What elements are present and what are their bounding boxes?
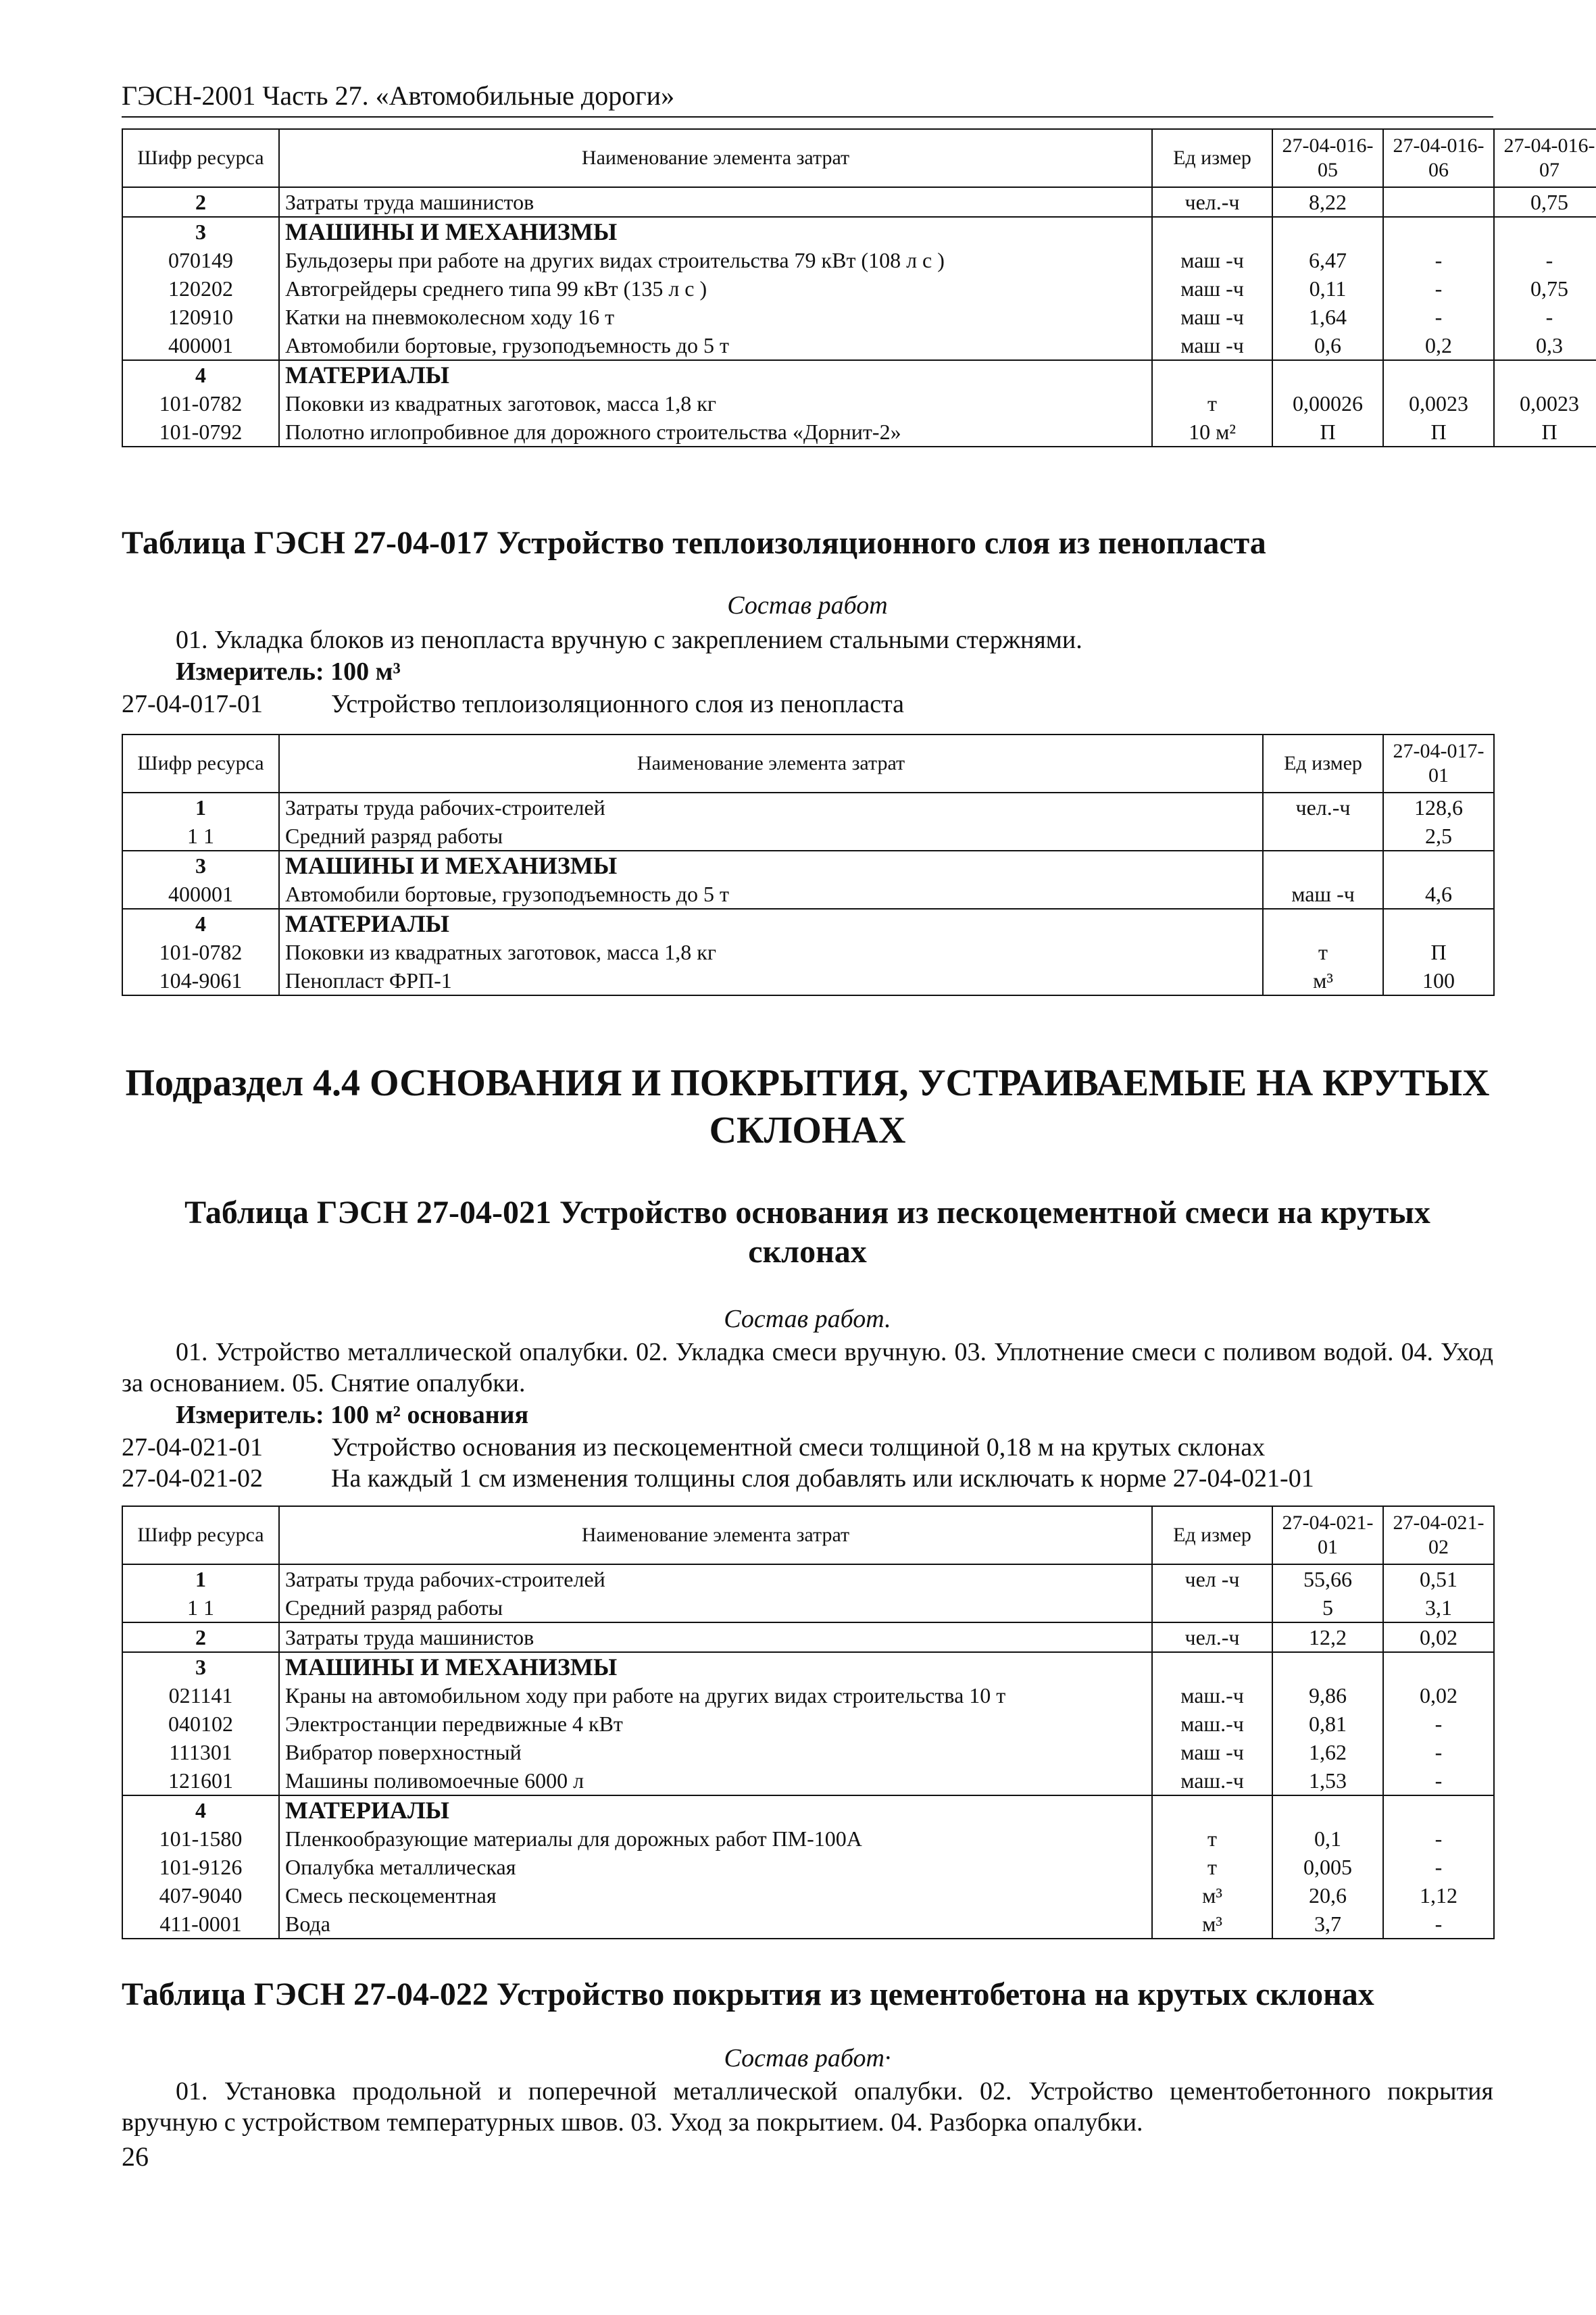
table-row (122, 303, 1596, 331)
norm-value: 0,005 (1272, 1853, 1383, 1881)
col-header-norm: 27-04-017-01 (1383, 735, 1494, 793)
norm-value: 12,2 (1272, 1622, 1383, 1652)
resource-code: 4 (122, 360, 279, 389)
resource-name: Смесь пескоцементная (279, 1881, 1152, 1910)
resource-code: 101-0782 (122, 938, 279, 966)
resource-code: 1 1 (122, 1593, 279, 1622)
resource-code: 3 (122, 217, 279, 246)
table-row (122, 1824, 1494, 1853)
table-row (122, 418, 1596, 447)
resource-code: 101-9126 (122, 1853, 279, 1881)
norm-value: 0,1 (1272, 1824, 1383, 1853)
resource-unit: м³ (1152, 1910, 1272, 1939)
norm-value: 100 (1383, 966, 1494, 995)
resource-code: 101-1580 (122, 1824, 279, 1853)
table-row (122, 246, 1596, 274)
measure-017: Измеритель: 100 м³ (176, 657, 401, 686)
resource-unit: т (1152, 1853, 1272, 1881)
norm-value: - (1383, 1824, 1494, 1853)
table-title-021: Таблица ГЭСН 27-04-021 Устройство основания из пескоцементной смеси на крутых склонах (184, 1195, 1430, 1270)
norm-value: 1,12 (1383, 1881, 1494, 1910)
norm-value: 1,62 (1272, 1738, 1383, 1766)
norm-value: - (1383, 1910, 1494, 1939)
resource-name: Вибратор поверхностный (279, 1738, 1152, 1766)
resource-table-017 (122, 734, 1495, 996)
subsection-title: Подраздел 4.4 ОСНОВАНИЯ И ПОКРЫТИЯ, УСТРАИВАЕМЫЕ НА КРУТЫХ СКЛОНАХ (125, 1062, 1490, 1151)
col-header-norm: 27-04-016-06 (1383, 129, 1494, 187)
resource-name: Затраты труда машинистов (279, 1622, 1152, 1652)
table-body (122, 187, 1596, 447)
resource-unit: чел.-ч (1263, 793, 1383, 822)
norm-value: 0,81 (1272, 1710, 1383, 1738)
norm-value: - (1383, 1738, 1494, 1766)
norm-value: П (1272, 418, 1383, 447)
norm-value: 3,7 (1272, 1910, 1383, 1939)
resource-code: 4 (122, 909, 279, 938)
table-body (122, 793, 1494, 995)
norm-value: 3,1 (1383, 1593, 1494, 1622)
norm-value: 20,6 (1272, 1881, 1383, 1910)
resource-code: 101-0792 (122, 418, 279, 447)
resource-name: Машины поливомоечные 6000 л (279, 1766, 1152, 1795)
resource-name: Поковки из квадратных заготовок, масса 1,8 кг (279, 389, 1152, 418)
col-header-norm: 27-04-021-01 (1272, 1506, 1383, 1564)
measure-021: Измеритель: 100 м² основания (176, 1401, 529, 1429)
norm-value (1494, 360, 1596, 389)
resource-unit: чел -ч (1152, 1564, 1272, 1593)
composition-title-017: Состав работ (727, 591, 888, 620)
col-header-code: Шифр ресурса (122, 129, 279, 187)
norm-line (122, 1464, 1314, 1493)
resource-name: МАШИНЫ И МЕХАНИЗМЫ (279, 1652, 1152, 1681)
col-header-code: Шифр ресурса (122, 1506, 279, 1564)
norm-value: 4,6 (1383, 880, 1494, 909)
norm-value (1383, 1795, 1494, 1824)
norm-value: 0,0023 (1494, 389, 1596, 418)
norm-value: - (1383, 1766, 1494, 1795)
resource-code: 2 (122, 187, 279, 217)
col-header-name: Наименование элемента затрат (279, 129, 1152, 187)
norm-value: 0,6 (1272, 331, 1383, 360)
resource-unit: 10 м² (1152, 418, 1272, 447)
norm-value (1272, 1652, 1383, 1681)
norm-value: 0,00026 (1272, 389, 1383, 418)
page-number: 26 (122, 2141, 149, 2172)
norm-value: 1,64 (1272, 303, 1383, 331)
norm-value: - (1383, 1853, 1494, 1881)
norm-value: 1,53 (1272, 1766, 1383, 1795)
resource-code: 3 (122, 851, 279, 880)
norm-value: 5 (1272, 1593, 1383, 1622)
resource-name: МАШИНЫ И МЕХАНИЗМЫ (279, 851, 1263, 880)
norm-line (122, 1433, 1265, 1462)
resource-name: Пленкообразующие материалы для дорожных работ ПМ-100А (279, 1824, 1152, 1853)
resource-unit (1263, 851, 1383, 880)
norm-value: 0,51 (1383, 1564, 1494, 1593)
resource-code: 120202 (122, 274, 279, 303)
resource-name: Затраты труда рабочих-строителей (279, 793, 1263, 822)
resource-code: 400001 (122, 880, 279, 909)
resource-code: 411-0001 (122, 1910, 279, 1939)
norm-value: 0,11 (1272, 274, 1383, 303)
norm-value: 0,0023 (1383, 389, 1494, 418)
norm-value (1494, 217, 1596, 246)
table-row (122, 389, 1596, 418)
resource-code: 1 1 (122, 822, 279, 851)
resource-name: Автомобили бортовые, грузоподъемность до 5 т (279, 331, 1152, 360)
norm-value: 6,47 (1272, 246, 1383, 274)
table-row (122, 1738, 1494, 1766)
table-row (122, 938, 1494, 966)
resource-code: 1 (122, 1564, 279, 1593)
norm-text: На каждый 1 см изменения толщины слоя добавлять или исключать к норме 27-04-021-01 (331, 1464, 1314, 1493)
resource-name: Опалубка металлическая (279, 1853, 1152, 1881)
resource-name: Затраты труда машинистов (279, 187, 1152, 217)
col-header-name: Наименование элемента затрат (279, 1506, 1152, 1564)
table-row (122, 331, 1596, 360)
table-title-022: Таблица ГЭСН 27-04-022 Устройство покрытия из цементобетона на крутых склонах (122, 1976, 1374, 2012)
resource-unit: маш.-ч (1152, 1681, 1272, 1710)
table-row (122, 1710, 1494, 1738)
resource-name: МАТЕРИАЛЫ (279, 1795, 1152, 1824)
col-header-norm: 27-04-016-05 (1272, 129, 1383, 187)
col-header-code: Шифр ресурса (122, 735, 279, 793)
resource-unit: маш -ч (1152, 303, 1272, 331)
norm-code: 27-04-017-01 (122, 690, 263, 718)
resource-code: 070149 (122, 246, 279, 274)
norm-value: 0,75 (1494, 274, 1596, 303)
norm-value: П (1383, 418, 1494, 447)
table-row (122, 1881, 1494, 1910)
norm-value: 0,2 (1383, 331, 1494, 360)
resource-unit: чел.-ч (1152, 1622, 1272, 1652)
col-header-unit: Ед измер (1263, 735, 1383, 793)
norm-value: 128,6 (1383, 793, 1494, 822)
resource-unit (1152, 1593, 1272, 1622)
table-row (122, 1622, 1494, 1652)
resource-table-021 (122, 1505, 1495, 1939)
norm-value: - (1383, 303, 1494, 331)
resource-code: 104-9061 (122, 966, 279, 995)
table-body (122, 1564, 1494, 1939)
table-row (122, 1681, 1494, 1710)
norm-value (1383, 360, 1494, 389)
resource-code: 3 (122, 1652, 279, 1681)
table-row (122, 1564, 1494, 1593)
norm-text: Устройство теплоизоляционного слоя из пенопласта (331, 690, 905, 718)
table-header-row (122, 735, 1494, 793)
resource-name: Электростанции передвижные 4 кВт (279, 1710, 1152, 1738)
resource-unit (1152, 360, 1272, 389)
norm-value: 0,02 (1383, 1681, 1494, 1710)
resource-name: МАШИНЫ И МЕХАНИЗМЫ (279, 217, 1152, 246)
resource-unit (1263, 822, 1383, 851)
col-header-norm: 27-04-021-02 (1383, 1506, 1494, 1564)
norm-code: 27-04-021-01 (122, 1433, 263, 1462)
resource-code: 021141 (122, 1681, 279, 1710)
resource-unit: маш.-ч (1152, 1766, 1272, 1795)
resource-name: Затраты труда рабочих-строителей (279, 1564, 1152, 1593)
composition-text-021: 01. Устройство металлической опалубки. 02. Укладка смеси вручную. 03. Уплотнение смеси с поливом водой. 04. Уход за основанием. 05. Снятие опалубки. (122, 1338, 1493, 1397)
table-row (122, 880, 1494, 909)
table-group-row (122, 851, 1494, 880)
table-row (122, 822, 1494, 851)
resource-name: МАТЕРИАЛЫ (279, 909, 1263, 938)
norm-value (1383, 1652, 1494, 1681)
resource-name: Автогрейдеры среднего типа 99 кВт (135 л с ) (279, 274, 1152, 303)
resource-unit: маш -ч (1152, 1738, 1272, 1766)
resource-name: Автомобили бортовые, грузоподъемность до 5 т (279, 880, 1263, 909)
norm-value: 0,75 (1494, 187, 1596, 217)
resource-unit: маш -ч (1152, 274, 1272, 303)
norm-value: - (1494, 303, 1596, 331)
norm-value: П (1383, 938, 1494, 966)
norm-value: 0,3 (1494, 331, 1596, 360)
resource-name: Пенопласт ФРП-1 (279, 966, 1263, 995)
resource-code: 1 (122, 793, 279, 822)
resource-code: 040102 (122, 1710, 279, 1738)
resource-name: Вода (279, 1910, 1152, 1939)
resource-unit: т (1263, 938, 1383, 966)
table-group-row (122, 909, 1494, 938)
col-header-unit: Ед измер (1152, 129, 1272, 187)
resource-name: Бульдозеры при работе на других видах строительства 79 кВт (108 л с ) (279, 246, 1152, 274)
col-header-unit: Ед измер (1152, 1506, 1272, 1564)
resource-unit: чел.-ч (1152, 187, 1272, 217)
col-header-name: Наименование элемента затрат (279, 735, 1263, 793)
running-header: ГЭСН-2001 Часть 27. «Автомобильные дороги» (122, 80, 675, 111)
norm-line (122, 689, 904, 719)
table-group-row (122, 1652, 1494, 1681)
norm-value: - (1494, 246, 1596, 274)
resource-code: 120910 (122, 303, 279, 331)
table-group-row (122, 217, 1596, 246)
resource-code: 400001 (122, 331, 279, 360)
table-header-row (122, 129, 1596, 187)
table-title-017: Таблица ГЭСН 27-04-017 Устройство теплоизоляционного слоя из пенопласта (122, 525, 1266, 561)
norm-text: Устройство основания из пескоцементной смеси толщиной 0,18 м на крутых склонах (331, 1433, 1266, 1462)
resource-unit (1152, 1795, 1272, 1824)
resource-unit: маш -ч (1263, 880, 1383, 909)
resource-name: МАТЕРИАЛЫ (279, 360, 1152, 389)
table-header-row (122, 1506, 1494, 1564)
resource-name: Средний разряд работы (279, 822, 1263, 851)
composition-text-017: 01. Укладка блоков из пенопласта вручную с закреплением стальными стержнями. (176, 626, 1082, 654)
norm-value (1383, 217, 1494, 246)
norm-value (1272, 1795, 1383, 1824)
resource-unit: т (1152, 1824, 1272, 1853)
resource-unit (1263, 909, 1383, 938)
norm-value (1383, 909, 1494, 938)
resource-name: Средний разряд работы (279, 1593, 1152, 1622)
header-rule (122, 116, 1493, 118)
resource-unit: маш.-ч (1152, 1710, 1272, 1738)
table-row (122, 1766, 1494, 1795)
resource-name: Катки на пневмоколесном ходу 16 т (279, 303, 1152, 331)
resource-name: Поковки из квадратных заготовок, масса 1,8 кг (279, 938, 1263, 966)
table-row (122, 1593, 1494, 1622)
norm-value (1272, 217, 1383, 246)
table-row (122, 1910, 1494, 1939)
resource-unit: м³ (1263, 966, 1383, 995)
resource-name: Краны на автомобильном ходу при работе на других видах строительства 10 т (279, 1681, 1152, 1710)
resource-unit (1152, 1652, 1272, 1681)
table-row (122, 187, 1596, 217)
table-row (122, 1853, 1494, 1881)
resource-code: 4 (122, 1795, 279, 1824)
resource-code: 2 (122, 1622, 279, 1652)
norm-value: П (1494, 418, 1596, 447)
resource-code: 101-0782 (122, 389, 279, 418)
norm-value: - (1383, 274, 1494, 303)
table-row (122, 793, 1494, 822)
resource-code: 121601 (122, 1766, 279, 1795)
document-page (122, 0, 1595, 2315)
norm-value: 55,66 (1272, 1564, 1383, 1593)
resource-table-016 (122, 128, 1596, 447)
table-group-row (122, 1795, 1494, 1824)
resource-name: Полотно иглопробивное для дорожного строительства «Дорнит-2» (279, 418, 1152, 447)
norm-value: 2,5 (1383, 822, 1494, 851)
norm-value: 0,02 (1383, 1622, 1494, 1652)
resource-unit: т (1152, 389, 1272, 418)
norm-value (1383, 187, 1494, 217)
table-row (122, 274, 1596, 303)
norm-code: 27-04-021-02 (122, 1464, 263, 1493)
resource-unit: м³ (1152, 1881, 1272, 1910)
composition-title-022: Состав работ· (724, 2044, 891, 2072)
table-row (122, 966, 1494, 995)
table-group-row (122, 360, 1596, 389)
col-header-norm: 27-04-016-07 (1494, 129, 1596, 187)
resource-code: 407-9040 (122, 1881, 279, 1910)
norm-value: 9,86 (1272, 1681, 1383, 1710)
resource-code: 111301 (122, 1738, 279, 1766)
composition-title-021: Состав работ. (724, 1305, 891, 1333)
norm-value (1272, 360, 1383, 389)
resource-unit: маш -ч (1152, 331, 1272, 360)
resource-unit: маш -ч (1152, 246, 1272, 274)
norm-value: - (1383, 1710, 1494, 1738)
resource-unit (1152, 217, 1272, 246)
composition-text-022: 01. Установка продольной и поперечной металлической опалубки. 02. Устройство цементобетонного покрытия вручную с устройством температурных швов. 03. Уход за покрытием. 04. Разборка опалубки. (122, 2077, 1493, 2137)
norm-value: 8,22 (1272, 187, 1383, 217)
norm-value: - (1383, 246, 1494, 274)
norm-value (1383, 851, 1494, 880)
